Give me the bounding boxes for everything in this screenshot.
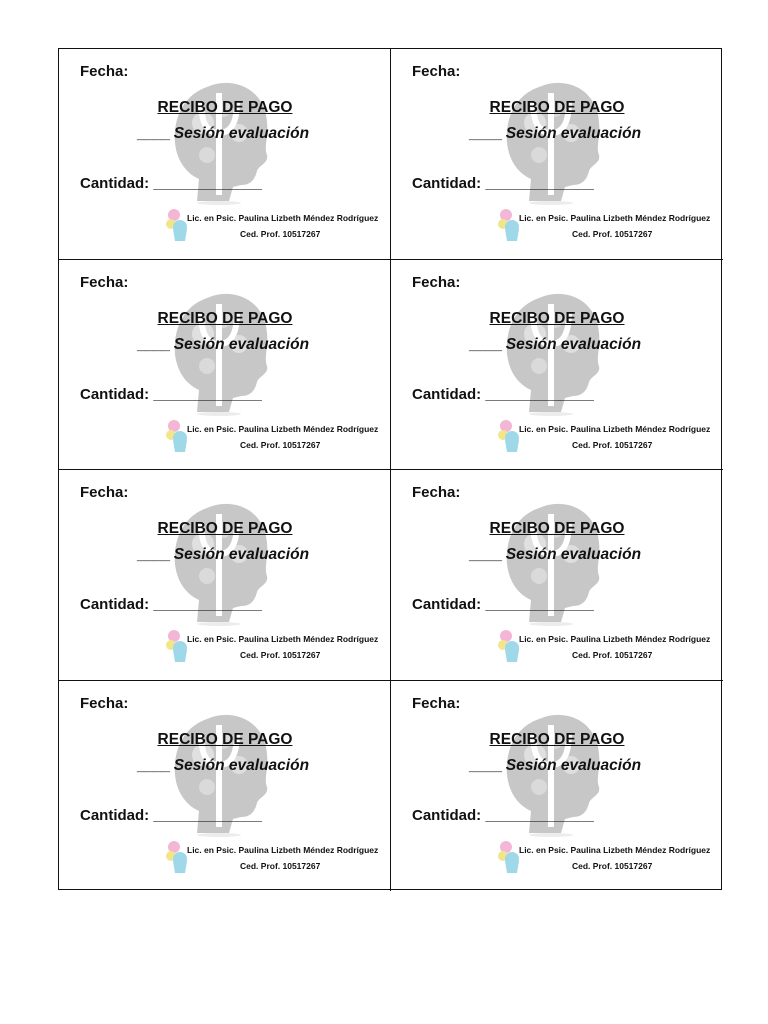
receipt-card [391,260,723,471]
receipt-title: RECIBO DE PAGO [489,309,625,327]
session-line [469,757,641,775]
date-label: Fecha: [80,63,129,80]
date-label: Fecha: [412,484,461,501]
license-number: Ced. Prof. 10517267 [240,860,321,871]
receipt-title: RECIBO DE PAGO [489,99,625,116]
session-text: Sesión evaluación [505,756,642,774]
session-line [137,336,309,354]
session-text: Sesión evaluación [173,756,310,774]
session-line [137,125,309,143]
session-blank: ____ [137,125,170,142]
amount-line [412,807,594,824]
date-label: Fecha: [80,694,129,712]
professional-name: Lic. en Psic. Paulina Lizbeth Méndez Rodríguez [519,213,711,223]
professional-name: Lic. en Psic. Paulina Lizbeth Méndez Rodríguez [187,423,379,434]
license-number: Ced. Prof. 10517267 [572,439,653,450]
session-blank: ____ [137,335,170,353]
receipt-title: RECIBO DE PAGO [157,309,293,327]
professional-name: Lic. en Psic. Paulina Lizbeth Méndez Rodríguez [519,844,711,855]
receipt-card [59,49,391,260]
amount-blank: _____________ [153,806,262,824]
session-blank: ____ [137,756,170,774]
balloons-logo-icon [497,418,521,454]
receipt-title: RECIBO DE PAGO [157,520,293,537]
receipt-title: RECIBO DE PAGO [489,730,625,748]
amount-line [80,596,262,613]
amount-blank: _____________ [153,596,262,613]
amount-blank: _____________ [153,175,262,192]
amount-label: Cantidad: [80,806,150,824]
date-label: Fecha: [412,273,461,291]
amount-line [412,175,594,192]
license-number: Ced. Prof. 10517267 [240,439,321,450]
balloons-logo-icon [497,839,521,875]
date-label: Fecha: [412,63,461,80]
amount-label: Cantidad: [80,175,150,192]
balloons-logo-icon [165,207,189,243]
session-line [469,546,641,564]
balloons-logo-icon [497,628,521,664]
date-label: Fecha: [80,273,129,291]
amount-label: Cantidad: [80,596,150,613]
amount-label: Cantidad: [80,385,150,403]
amount-line [80,175,262,192]
session-line [469,125,641,143]
license-number: Ced. Prof. 10517267 [572,650,653,660]
receipt-title: RECIBO DE PAGO [157,730,293,748]
receipt-card [59,470,391,681]
professional-name: Lic. en Psic. Paulina Lizbeth Méndez Rodríguez [187,844,379,855]
amount-blank: _____________ [153,385,262,403]
balloons-logo-icon [165,418,189,454]
receipt-card [391,470,723,681]
session-blank: ____ [469,335,502,353]
amount-line [80,386,262,403]
session-text: Sesión evaluación [173,125,310,142]
session-line [137,757,309,775]
session-blank: ____ [469,125,502,142]
amount-blank: _____________ [485,175,594,192]
professional-name: Lic. en Psic. Paulina Lizbeth Méndez Rodríguez [187,213,379,223]
amount-label: Cantidad: [412,596,482,613]
professional-name: Lic. en Psic. Paulina Lizbeth Méndez Rodríguez [519,634,711,644]
amount-blank: _____________ [485,385,594,403]
amount-label: Cantidad: [412,806,482,824]
license-number: Ced. Prof. 10517267 [240,229,321,239]
session-blank: ____ [137,546,170,563]
receipt-title: RECIBO DE PAGO [489,520,625,537]
professional-name: Lic. en Psic. Paulina Lizbeth Méndez Rodríguez [187,634,379,644]
session-line [137,546,309,564]
receipt-sheet [58,48,722,890]
amount-label: Cantidad: [412,175,482,192]
amount-blank: _____________ [485,806,594,824]
session-text: Sesión evaluación [505,335,642,353]
amount-line [412,596,594,613]
session-line [469,336,641,354]
session-text: Sesión evaluación [505,546,642,563]
session-text: Sesión evaluación [173,335,310,353]
date-label: Fecha: [412,694,461,712]
amount-blank: _____________ [485,596,594,613]
receipt-card [59,681,391,892]
amount-line [80,807,262,824]
license-number: Ced. Prof. 10517267 [240,650,321,660]
session-text: Sesión evaluación [173,546,310,563]
professional-name: Lic. en Psic. Paulina Lizbeth Méndez Rodríguez [519,423,711,434]
receipt-card [391,681,723,892]
balloons-logo-icon [497,207,521,243]
receipt-card [391,49,723,260]
session-text: Sesión evaluación [505,125,642,142]
license-number: Ced. Prof. 10517267 [572,860,653,871]
balloons-logo-icon [165,839,189,875]
session-blank: ____ [469,546,502,563]
date-label: Fecha: [80,484,129,501]
receipt-title: RECIBO DE PAGO [157,99,293,116]
amount-line [412,386,594,403]
balloons-logo-icon [165,628,189,664]
receipt-card [59,260,391,471]
session-blank: ____ [469,756,502,774]
amount-label: Cantidad: [412,385,482,403]
license-number: Ced. Prof. 10517267 [572,229,653,239]
